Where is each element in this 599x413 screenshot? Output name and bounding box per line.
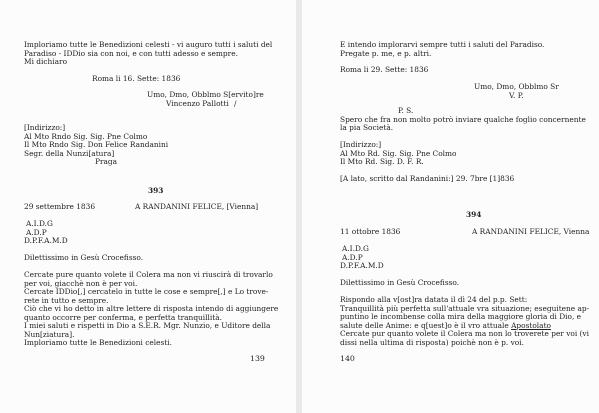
signature-name: Vincenzo Pallotti bbox=[166, 99, 229, 108]
body-line: quanto occorre per conferma, e perfetta tranquillità. bbox=[24, 312, 222, 322]
page-number: 140 bbox=[340, 354, 355, 363]
invocation-line: A.D.P bbox=[26, 227, 47, 237]
invocation-line: A.I.D.G bbox=[26, 219, 53, 228]
right-page bbox=[302, 0, 599, 413]
signature-line: Umo, Dmo, Obblmo S[ervito]re bbox=[147, 90, 264, 99]
side-note: [A lato, scritto dal Randanini:] 29. 7bre [1]836 bbox=[340, 174, 515, 183]
address-line: Il Mto Rndo Sig. Don Felice Randanini bbox=[24, 140, 169, 149]
body-line-text: salute delle Anime: e q[uest]o è il vro attuale bbox=[340, 320, 512, 330]
address-line: Segr. della Nunzi[atura] bbox=[24, 148, 115, 158]
body-line: Rispondo alla v[ost]ra datata il dì 24 del p.p. Sett: bbox=[340, 295, 528, 304]
address-line: Al Mto Rd. Sig. Sig. Pne Colmo bbox=[340, 148, 457, 158]
letter-date: 11 ottobre 1836 bbox=[340, 227, 401, 236]
salutation: Dilettissimo in Gesù Crocefisso. bbox=[24, 253, 144, 262]
left-page bbox=[0, 0, 296, 413]
body-line: Imploriamo tutte le Benedizioni celesti. bbox=[24, 338, 173, 347]
invocation-line: D.P.F.A.M.D bbox=[24, 236, 68, 245]
body-line: Cercate pure quanto volete il Colera ma non vi riuscirà di trovarlo bbox=[24, 270, 273, 279]
body-line: puntino le incombense colla mira della maggiore gloria di Dio, e bbox=[340, 312, 582, 321]
letter-recipient: A RANDANINI FELICE, [Vienna] bbox=[135, 202, 259, 211]
opening-line: E intendo implorarvi sempre tutti i saluti del Paradiso. bbox=[340, 40, 545, 49]
address-line: Al Mto Rndo Sig. Sig. Pne Colmo bbox=[24, 131, 148, 141]
invocation-line: A.D.P bbox=[342, 252, 363, 262]
body-line: Ciò che vi ho detto in altre lettere di risposta intendo di aggiungere bbox=[24, 304, 279, 313]
address-city: Praga bbox=[95, 157, 118, 166]
invocation-line: D.P.F.A.M.D bbox=[340, 261, 384, 270]
body-line: Cercate IDDio[,] cercatelo in tutte le cose e sempre[,] e Lo trove- bbox=[24, 287, 269, 296]
invocation-line: A.I.D.G bbox=[342, 244, 369, 253]
postscript-line: Spero che fra non molto potrò inviare qualche foglio concernente bbox=[340, 114, 586, 124]
body-line: dissi nella ultima di risposta) poichè non è p. voi. bbox=[340, 337, 524, 347]
address-line: Il Mto Rd. Sig. D. F. R. bbox=[340, 157, 424, 166]
letter-number: 393 bbox=[148, 186, 164, 195]
body-line: rete in tutto e sempre. bbox=[24, 295, 109, 305]
address-line: [Indirizzo:] bbox=[340, 140, 382, 149]
signature-mark: / bbox=[234, 99, 237, 108]
letter-number: 394 bbox=[466, 210, 482, 219]
body-line: per voi, giacchè non è per voi. bbox=[24, 278, 138, 288]
opening-line: Pregate p. me, e p. altri. bbox=[340, 48, 432, 58]
salutation: Dilettissimo in Gesù Crocefisso. bbox=[340, 278, 460, 287]
letter-date-line: Roma li 29. Sette: 1836 bbox=[340, 65, 429, 74]
body-line: I miei saluti e rispetti in Dio a S.E.R. Mgr. Nunzio, e Uditore della bbox=[24, 321, 271, 330]
body-line: Cercate pur quanto volete il Colera ma non lo troverete per voi (vi bbox=[340, 329, 589, 338]
address-line: [Indirizzo:] bbox=[24, 123, 66, 132]
postscript-line: la pia Società. bbox=[340, 123, 394, 132]
signature-line: Umo, Dmo, Obblmo Sr bbox=[474, 82, 559, 91]
closing-line: Paradiso - IDDio sia con noi, e con tutti adesso e sempre. bbox=[24, 48, 238, 58]
body-line: Nun[ziatura]. bbox=[24, 329, 75, 339]
body-line: Tranquillità più perfetta sull'attuale vra situazione; eseguitene ap- bbox=[340, 303, 590, 313]
underlined-word: Apostolato bbox=[511, 320, 551, 330]
letter-date: 29 settembre 1836 bbox=[24, 202, 96, 211]
postscript-label: P. S. bbox=[398, 106, 414, 115]
letter-date-line: Roma li 16. Sette: 1836 bbox=[92, 74, 181, 83]
closing-line: Imploriamo tutte le Benedizioni celesti - vi auguro tutti i saluti del bbox=[24, 40, 273, 49]
closing-line: Mi dichiaro bbox=[24, 57, 68, 66]
signature-initials: V. P. bbox=[509, 90, 524, 100]
letter-recipient: A RANDANINI FELICE, Vienna bbox=[472, 227, 590, 236]
page-number: 139 bbox=[250, 354, 265, 363]
